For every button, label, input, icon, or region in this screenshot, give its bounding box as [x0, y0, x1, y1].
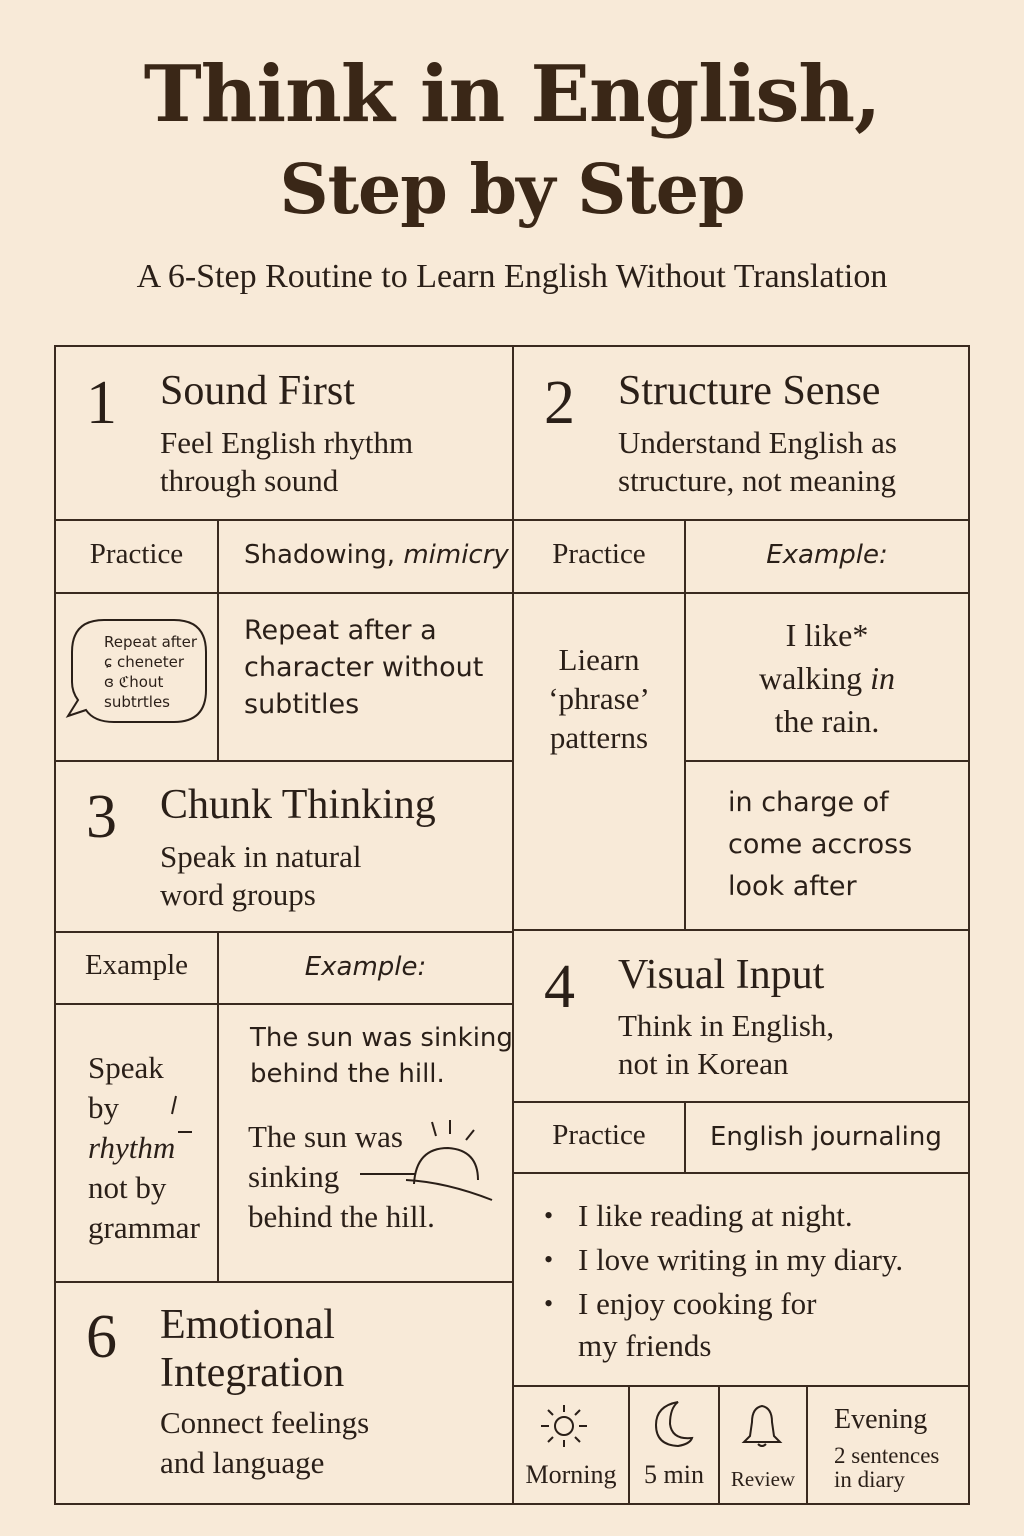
step4-practice-label: Practice — [552, 1119, 646, 1151]
step3-desc-line1: Speak in natural — [160, 839, 362, 874]
sentence-line: sinking — [248, 1159, 340, 1194]
example-line: walking in — [759, 660, 895, 696]
sentence-line: The sun was sinking — [250, 1023, 513, 1053]
step4-bullet-list — [544, 1194, 903, 1326]
step2-desc-line1: Understand English as — [618, 425, 897, 460]
detail-line: subtitles — [244, 689, 360, 720]
bell-icon — [738, 1402, 786, 1448]
step4-number: 4 — [544, 953, 575, 1021]
step2-phrases — [728, 782, 912, 908]
step2-desc-line2: structure, not meaning — [618, 463, 897, 498]
sun-icon — [538, 1402, 590, 1450]
step1-detail — [244, 612, 483, 723]
evening-note-line: 2 sentences — [834, 1443, 940, 1468]
step6-desc-line1: Connect feelings — [160, 1405, 370, 1440]
step2-title: Structure Sense — [618, 368, 881, 414]
page-title-line1: Think in English, — [143, 49, 881, 140]
phrase-item: look after — [728, 871, 857, 902]
side-line: not by — [88, 1170, 167, 1205]
step2-side-text — [512, 640, 686, 757]
step3-title: Chunk Thinking — [160, 782, 436, 828]
step3-example-label: Example — [84, 949, 189, 981]
bubble-line: ɕ cheneter — [104, 653, 185, 671]
step1-desc-line1: Feel English rhythm — [160, 425, 414, 460]
step3-example-label2: Example: — [304, 952, 427, 982]
schedule-morning-label: Morning — [525, 1460, 617, 1489]
step4-desc-line1: Think in English, — [618, 1008, 835, 1043]
sentence-line: behind the hill. — [248, 1199, 435, 1234]
step2-number: 2 — [544, 369, 575, 437]
phrase-item: in charge of — [728, 787, 889, 818]
sentence-line: behind the hill. — [250, 1059, 445, 1089]
list-item: • I enjoy cooking for — [544, 1282, 903, 1326]
bubble-line: Repeat after — [104, 633, 198, 651]
step2-example-text — [684, 614, 970, 743]
sentence-line: The sun was — [248, 1119, 403, 1154]
page-subtitle: A 6-Step Routine to Learn English Without Translation — [136, 258, 888, 295]
step6-title-line1: Emotional — [160, 1302, 335, 1348]
side-line: Lieаrn — [558, 642, 640, 677]
moon-icon — [648, 1398, 696, 1450]
step1-practice-value: Shadowing, mimicry — [244, 540, 509, 570]
step4-practice-value: English journaling — [710, 1122, 942, 1152]
bubble-line: subtrtles — [104, 693, 170, 711]
step6-number: 6 — [86, 1303, 117, 1371]
list-item: • I love writing in my diary. — [544, 1238, 903, 1282]
side-line: rhythm — [88, 1130, 176, 1165]
step2-example-label: Example: — [766, 540, 888, 570]
step3-number: 3 — [86, 783, 117, 851]
side-line: ‘phrase’ — [548, 681, 650, 716]
example-line: I like* — [785, 617, 869, 653]
step6-title-line2: Integration — [160, 1350, 345, 1396]
side-line: by — [88, 1090, 119, 1125]
bubble-text — [104, 632, 197, 712]
sunset-sketch-icon — [356, 1118, 496, 1208]
side-line: grammar — [88, 1210, 200, 1245]
list-item-continuation: my friends — [578, 1328, 712, 1363]
schedule-evening-label: Evening — [834, 1404, 928, 1435]
schedule-review-label: Review — [730, 1467, 796, 1491]
step3-side-text — [88, 1048, 200, 1248]
schedule-evening-note — [834, 1444, 939, 1492]
step2-practice-label: Practice — [552, 538, 646, 570]
detail-line: character without — [244, 652, 484, 683]
step3-sentence1 — [250, 1020, 513, 1092]
schedule-minutes-label: 5 min — [644, 1460, 704, 1489]
detail-line: Repeat after a — [244, 615, 437, 646]
step3-desc-line2: word groups — [160, 877, 316, 912]
pause-mark-icon — [160, 1090, 196, 1140]
example-line: the rain. — [774, 703, 880, 739]
list-item: • I like reading at night. — [544, 1194, 903, 1238]
step4-title: Visual Input — [618, 952, 825, 998]
bubble-line: ɞ ℭhout — [104, 673, 164, 691]
side-line: Speak — [88, 1050, 164, 1085]
phrase-item: come accross — [728, 829, 913, 860]
step1-number: 1 — [86, 369, 117, 437]
page-title-line2: Step by Step — [279, 150, 745, 230]
side-line: patterns — [549, 720, 649, 755]
step4-desc-line2: not in Korean — [618, 1046, 789, 1081]
step1-desc-line2: through sound — [160, 463, 339, 498]
step6-desc-line2: and language — [160, 1445, 325, 1480]
step1-practice-label: Practice — [89, 538, 184, 570]
step1-title: Sound First — [160, 368, 355, 414]
evening-note-line: in diary — [834, 1467, 905, 1492]
